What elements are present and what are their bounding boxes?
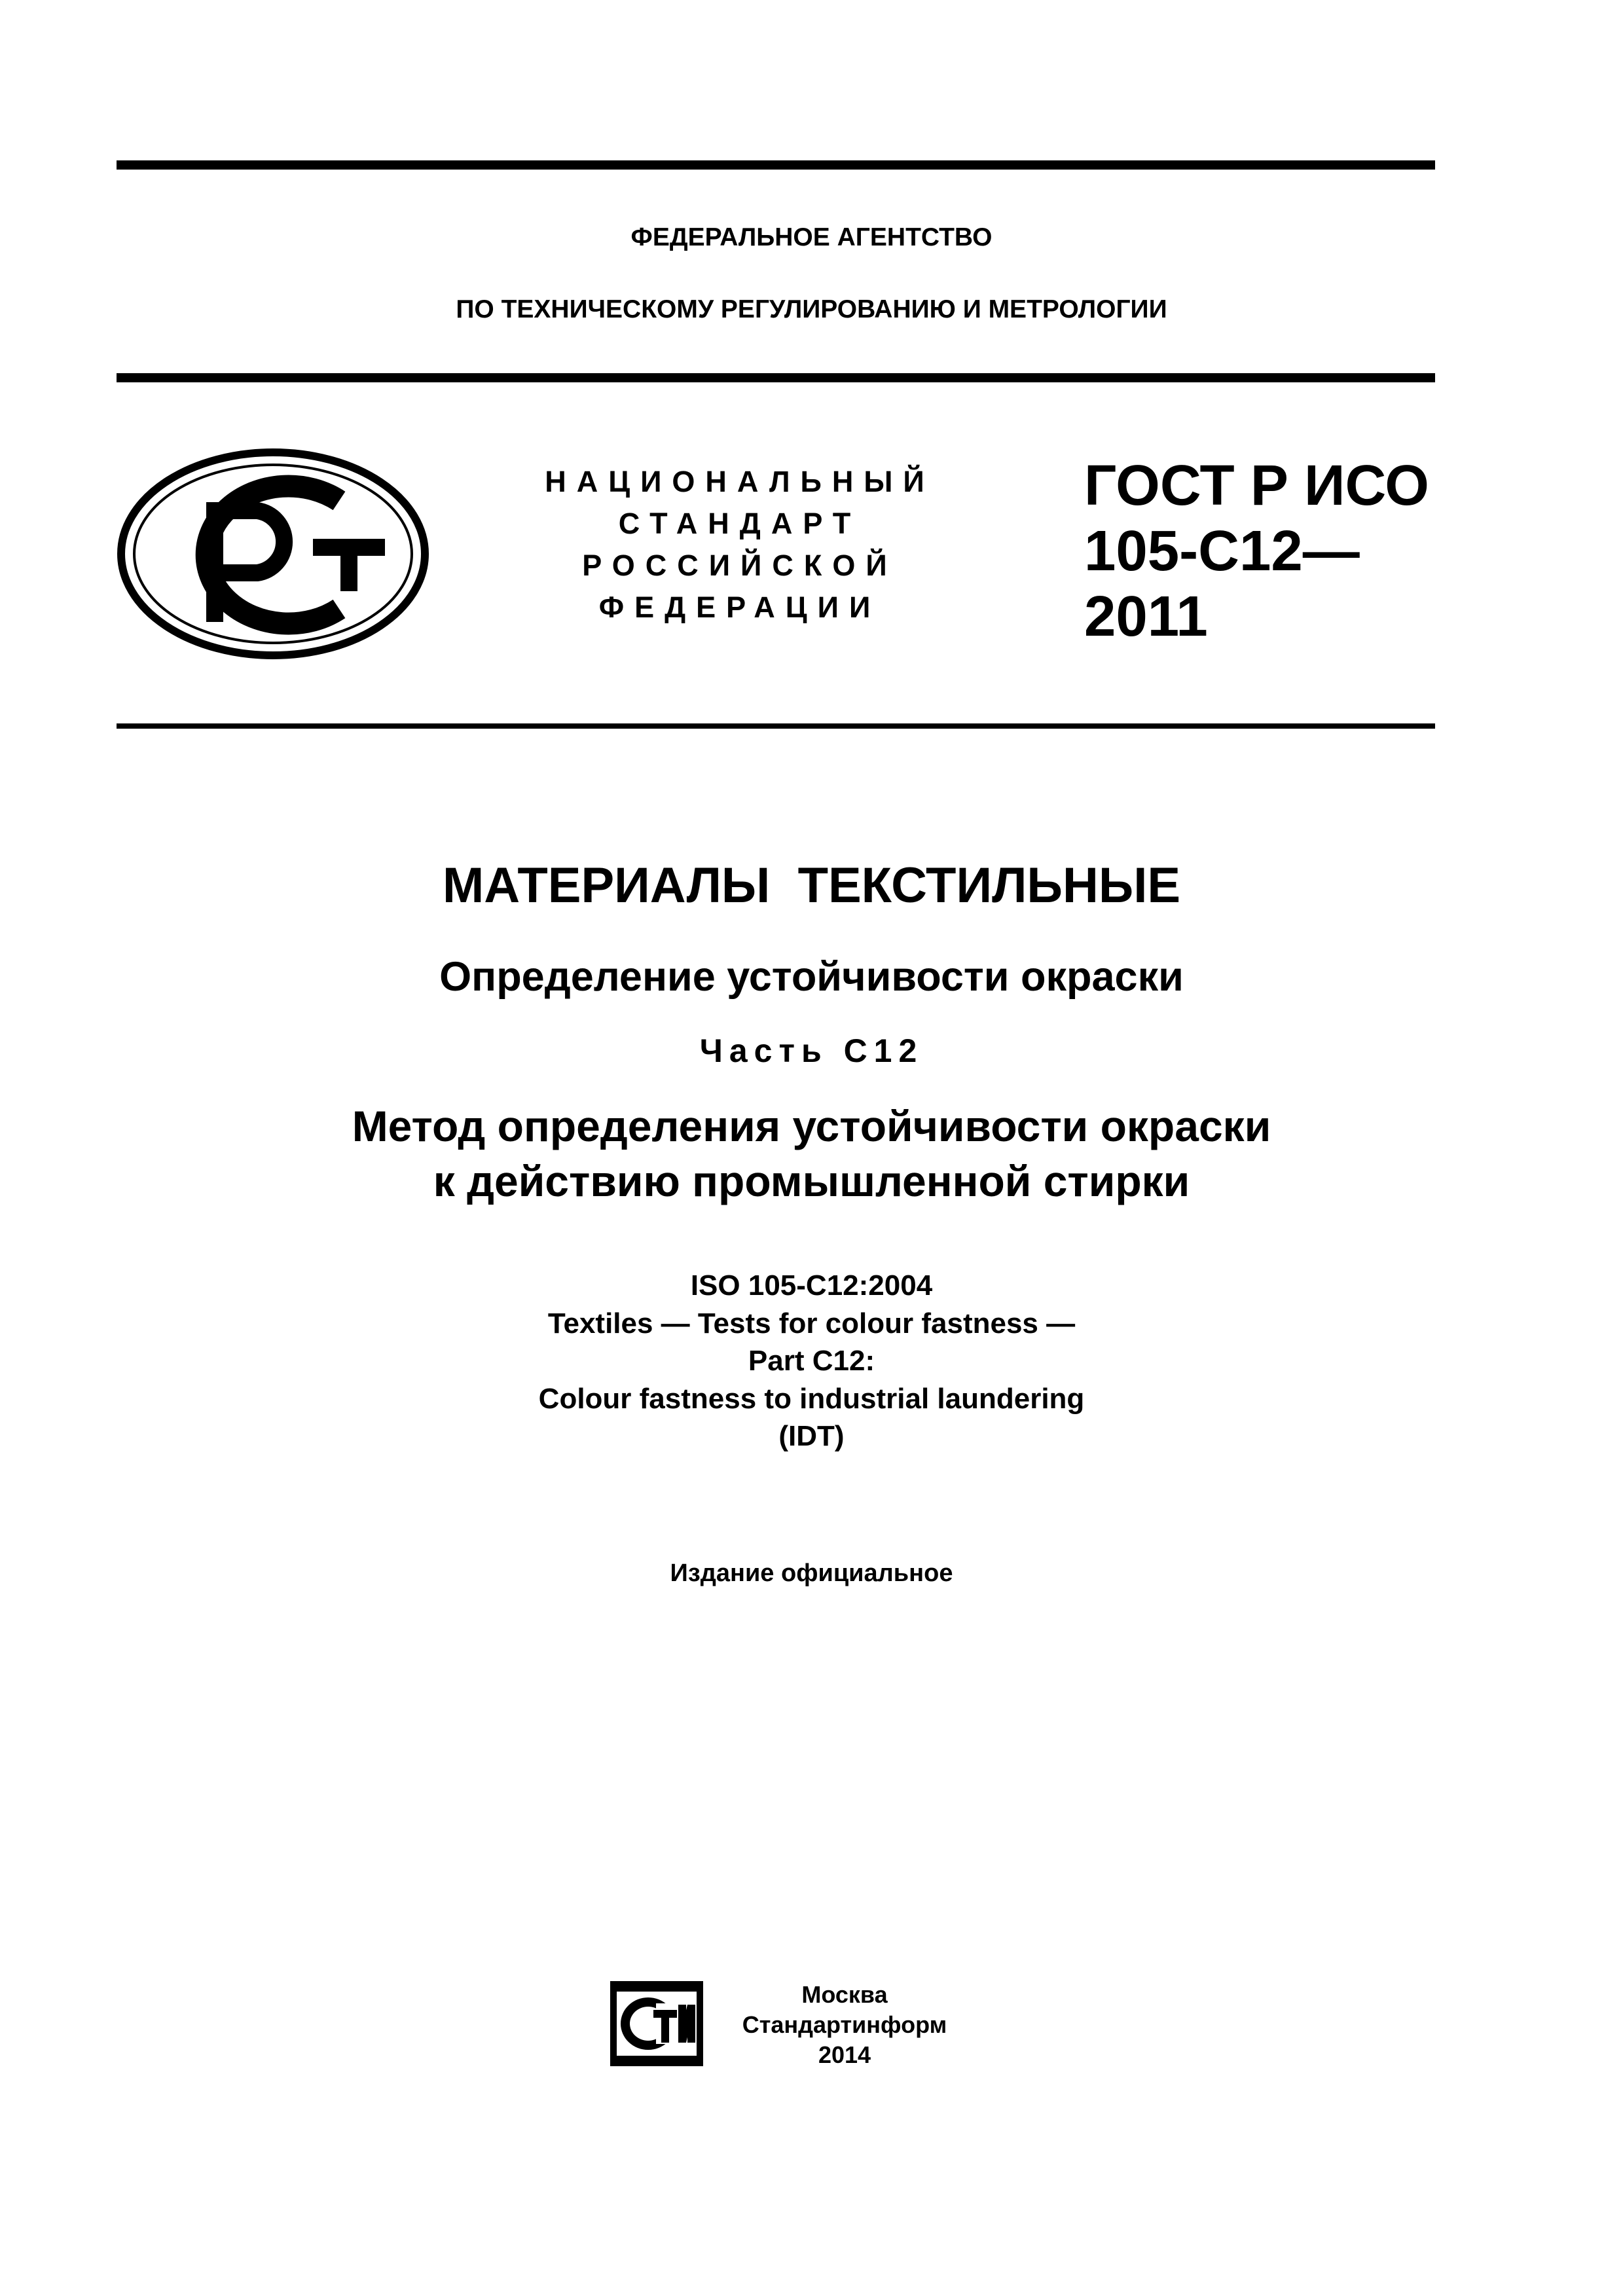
iso-reference-line-4: Colour fastness to industrial laundering [538, 1383, 1085, 1415]
edition-label: Издание официальное [670, 1559, 953, 1587]
document-title: МАТЕРИАЛЫ ТЕКСТИЛЬНЫЕ [442, 858, 1181, 913]
national-line-3: РОССИЙСКОЙ [582, 549, 898, 582]
publisher-block [720, 1980, 969, 2070]
document-part: Часть C12 [699, 1032, 924, 1069]
method-title-line-2: к действию промышленной стирки [433, 1157, 1190, 1205]
iso-reference-line-1: ISO 105-C12:2004 [690, 1269, 933, 1302]
standard-designation [1084, 453, 1429, 649]
top-rule [117, 160, 1435, 170]
standard-bottom-rule [117, 723, 1435, 729]
designation-line-1: ГОСТ Р ИСО [1084, 454, 1429, 517]
publication-year: 2014 [818, 2041, 871, 2068]
national-line-4: ФЕДЕРАЦИИ [598, 591, 881, 624]
rst-emblem-icon [117, 448, 429, 659]
designation-line-3: 2011 [1084, 585, 1208, 648]
method-title-line-1: Метод определения устойчивости окраски [352, 1102, 1271, 1150]
iso-reference-line-3: Part C12: [748, 1345, 875, 1377]
document-subtitle: Определение устойчивости окраски [439, 954, 1184, 1000]
national-line-2: СТАНДАРТ [618, 507, 862, 540]
agency-name-line-1: ФЕДЕРАЛЬНОЕ АГЕНТСТВО [630, 223, 993, 251]
publisher-city: Москва [801, 1981, 888, 2008]
agency-bottom-rule [117, 373, 1435, 382]
publisher-name: Стандартинформ [742, 2011, 947, 2038]
national-standard-label [511, 461, 969, 629]
standartinform-logo-icon [608, 1978, 706, 2069]
iso-reference-line-5: (IDT) [778, 1420, 845, 1452]
national-line-1: НАЦИОНАЛЬНЫЙ [545, 465, 935, 498]
designation-line-2: 105-C12— [1084, 519, 1360, 583]
iso-reference-line-2: Textiles — Tests for colour fastness — [547, 1307, 1076, 1339]
agency-name-line-2: ПО ТЕХНИЧЕСКОМУ РЕГУЛИРОВАНИЮ И МЕТРОЛОГИИ [456, 295, 1167, 323]
